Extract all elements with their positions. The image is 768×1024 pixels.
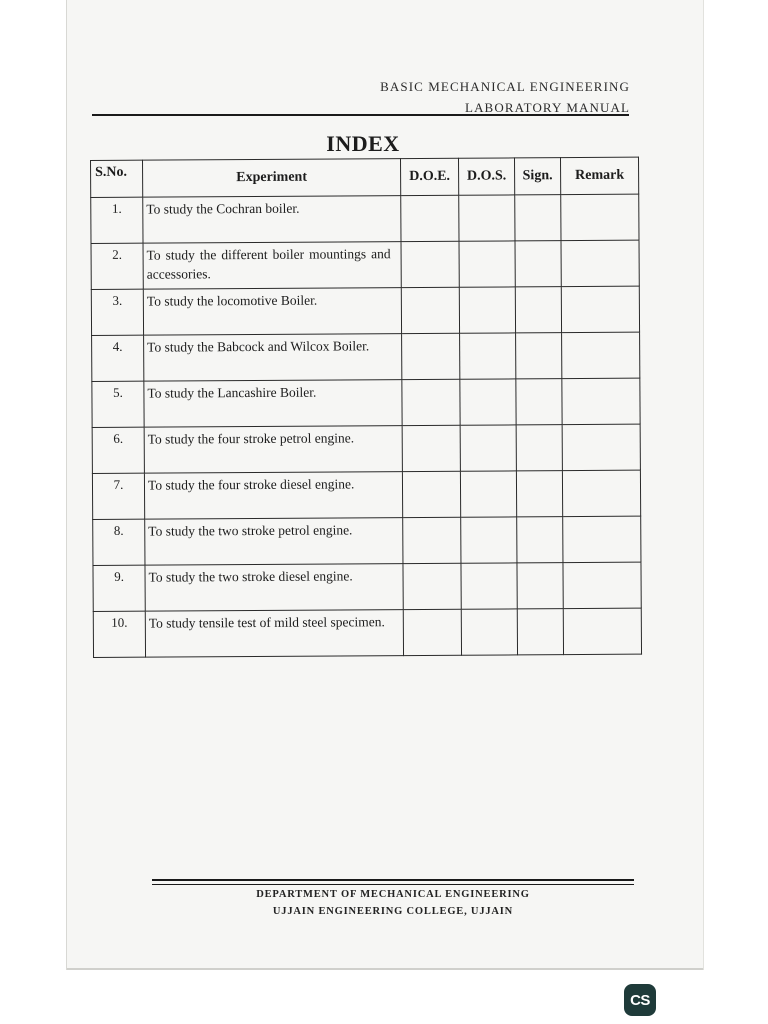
column-header-sno: S.No. <box>91 160 143 197</box>
row-sign-cell <box>515 287 561 333</box>
table-body <box>91 194 642 657</box>
header-line-2: LABORATORY MANUAL <box>465 100 630 115</box>
table-row <box>92 470 640 519</box>
row-dos-cell <box>461 609 517 655</box>
footer-divider-thin <box>152 884 634 885</box>
row-sign-cell <box>516 333 562 379</box>
row-sno: 9. <box>93 565 145 611</box>
row-sno: 5. <box>92 381 144 427</box>
row-sign-cell <box>516 379 562 425</box>
row-experiment: To study the two stroke petrol engine. <box>145 518 403 566</box>
row-experiment: To study the Babcock and Wilcox Boiler. <box>144 334 402 382</box>
row-experiment: To study the locomotive Boiler. <box>143 288 401 336</box>
table-row <box>92 424 640 473</box>
row-remark-cell <box>561 240 639 286</box>
row-doe-cell <box>403 563 461 609</box>
column-header-sign: Sign. <box>514 158 560 195</box>
row-sno: 8. <box>93 519 145 565</box>
row-sign-cell <box>516 425 562 471</box>
row-doe-cell <box>402 425 460 471</box>
row-sno: 2. <box>91 243 143 289</box>
row-sign-cell <box>517 563 563 609</box>
row-sno: 7. <box>92 473 144 519</box>
row-experiment: To study the Cochran boiler. <box>143 196 401 244</box>
row-remark-cell <box>562 332 640 378</box>
row-remark-cell <box>562 470 640 516</box>
row-sign-cell <box>516 471 562 517</box>
row-dos-cell <box>460 471 516 517</box>
row-dos-cell <box>460 425 516 471</box>
row-sno: 10. <box>93 611 145 657</box>
row-remark-cell <box>562 424 640 470</box>
column-header-remark: Remark <box>560 157 638 194</box>
footer-divider-thick <box>152 879 634 881</box>
table-row <box>92 332 640 381</box>
row-experiment: To study tensile test of mild steel specimen. <box>145 610 403 658</box>
row-sign-cell <box>517 517 563 563</box>
row-remark-cell <box>563 562 641 608</box>
row-experiment: To study the two stroke diesel engine. <box>145 564 403 612</box>
row-doe-cell <box>401 287 459 333</box>
row-doe-cell <box>401 241 459 287</box>
row-dos-cell <box>459 287 515 333</box>
row-experiment: To study the four stroke petrol engine. <box>144 426 402 474</box>
camscanner-logo-label: CS <box>630 991 650 1009</box>
row-dos-cell <box>459 195 515 241</box>
page-header <box>380 76 630 118</box>
table-header-row <box>91 157 639 197</box>
row-sign-cell <box>515 195 561 241</box>
table-row <box>91 286 639 335</box>
index-table <box>90 157 642 658</box>
row-doe-cell <box>402 333 460 379</box>
footer-line-2: UJJAIN ENGINEERING COLLEGE, UJJAIN <box>272 906 514 917</box>
row-sign-cell <box>515 241 561 287</box>
table-row <box>93 516 641 565</box>
page-title: INDEX <box>326 131 400 156</box>
row-remark-cell <box>563 516 641 562</box>
row-remark-cell <box>562 378 640 424</box>
header-divider <box>92 114 629 116</box>
table-row <box>91 194 639 243</box>
column-header-dos: D.O.S. <box>458 158 514 195</box>
column-header-doe: D.O.E. <box>400 158 458 195</box>
row-sno: 3. <box>91 289 143 335</box>
page-footer <box>152 886 634 920</box>
table-row <box>91 240 639 289</box>
row-sno: 6. <box>92 427 144 473</box>
row-doe-cell <box>402 471 460 517</box>
row-doe-cell <box>401 195 459 241</box>
camscanner-logo-icon <box>624 984 656 1016</box>
row-dos-cell <box>461 517 517 563</box>
row-remark-cell <box>561 286 639 332</box>
row-remark-cell <box>563 608 641 654</box>
header-line-1: BASIC MECHANICAL ENGINEERING <box>380 79 630 94</box>
row-doe-cell <box>402 379 460 425</box>
table-row <box>93 608 641 657</box>
row-experiment: To study the Lancashire Boiler. <box>144 380 402 428</box>
table-row <box>93 562 641 611</box>
row-sno: 1. <box>91 197 143 243</box>
row-dos-cell <box>460 333 516 379</box>
row-dos-cell <box>460 379 516 425</box>
row-doe-cell <box>403 517 461 563</box>
row-doe-cell <box>403 609 461 655</box>
row-sno: 4. <box>92 335 144 381</box>
row-dos-cell <box>459 241 515 287</box>
footer-line-1: DEPARTMENT OF MECHANICAL ENGINEERING <box>256 889 530 900</box>
row-experiment: To study the different boiler mountings and accessories. <box>143 242 401 290</box>
column-header-experiment: Experiment <box>143 159 401 198</box>
row-dos-cell <box>461 563 517 609</box>
row-experiment: To study the four stroke diesel engine. <box>144 472 402 520</box>
row-sign-cell <box>517 609 563 655</box>
table-row <box>92 378 640 427</box>
row-remark-cell <box>561 194 639 240</box>
index-table-container <box>90 157 641 658</box>
